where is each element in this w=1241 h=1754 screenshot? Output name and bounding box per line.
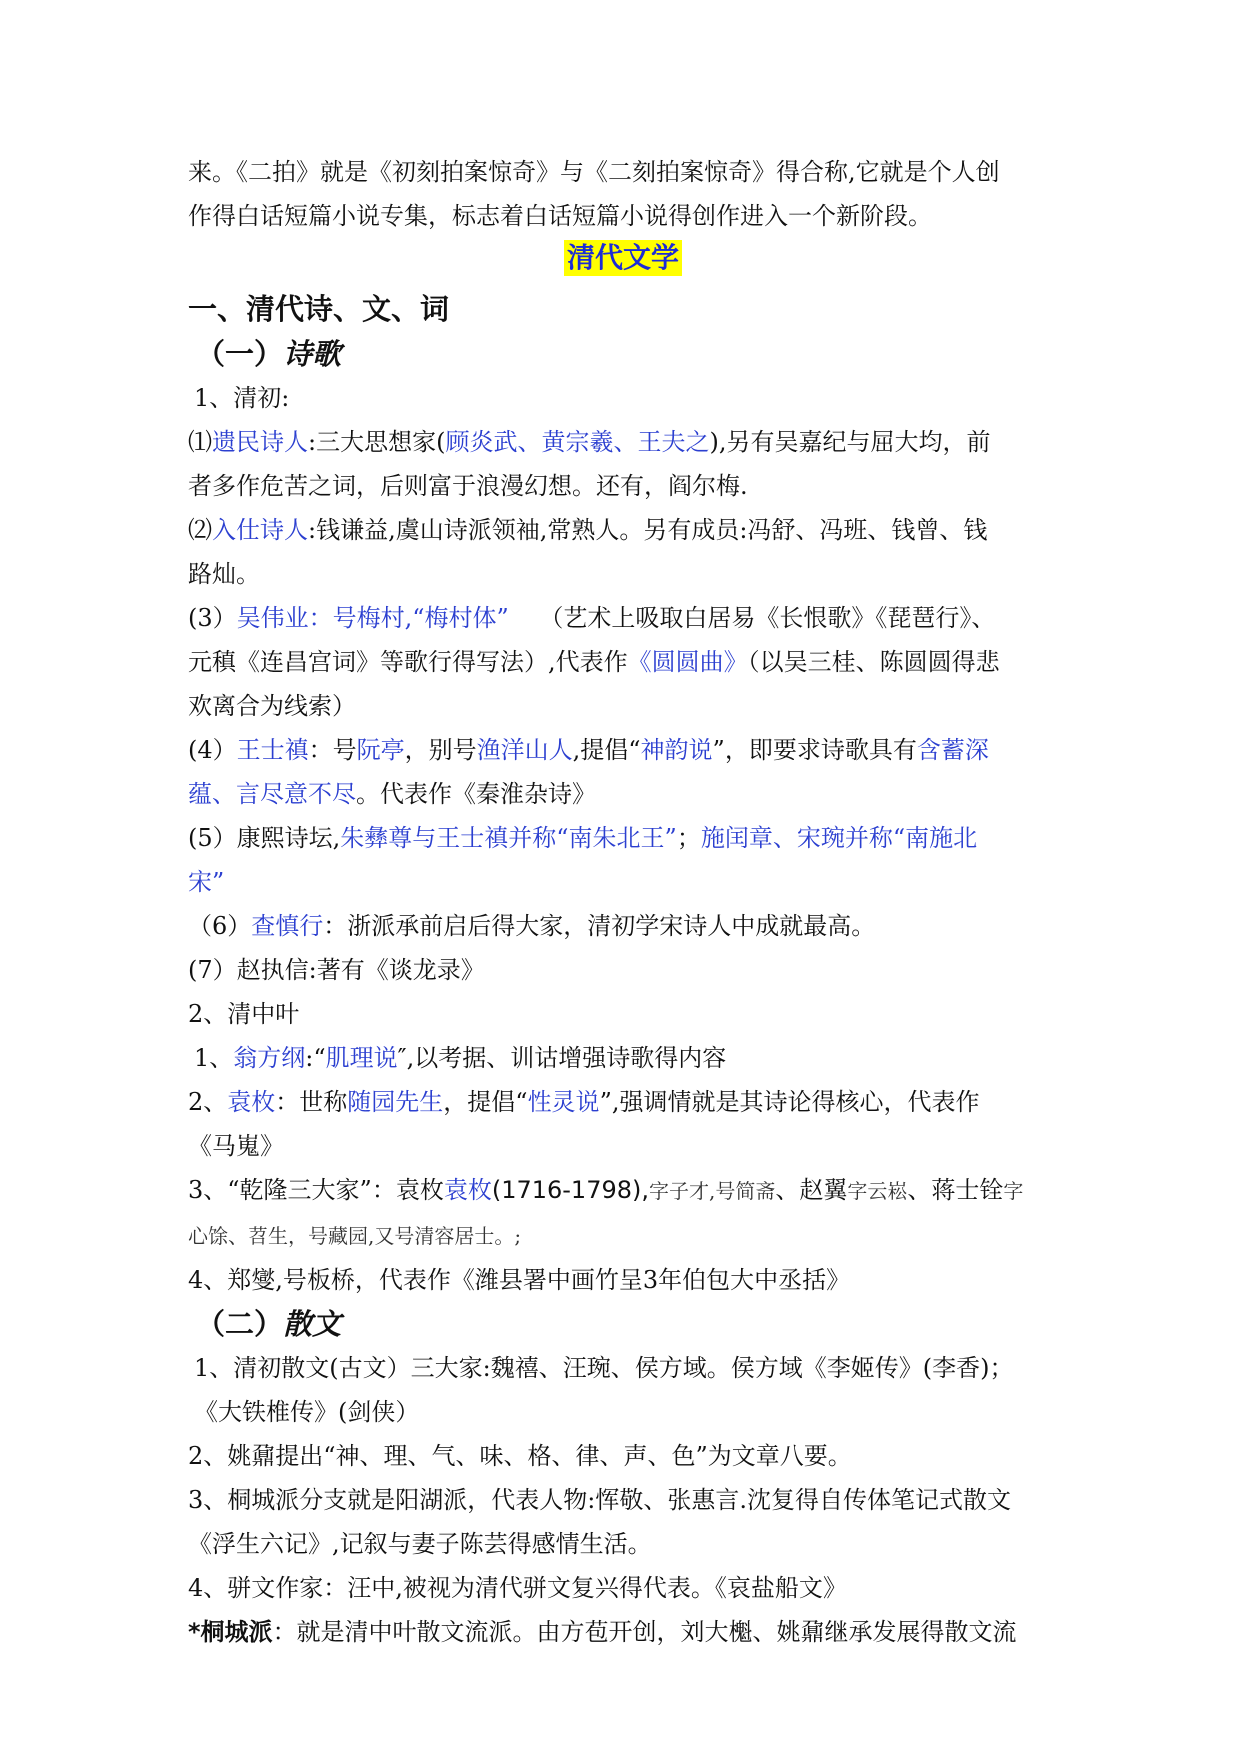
mid-item-3: 3、“乾隆三大家”：袁枚袁枚(1716-1798),字子才,号简斋、赵翼字云崧、蒋士铨字 心馀、苕生，号藏园,又号清容居士。; (188, 1176, 1024, 1248)
prose-item-5: *桐城派：就是清中叶散文流派。由方苞开创，刘大櫆、姚鼐继承发展得散文流 (188, 1618, 1017, 1646)
subsection-title: 诗歌 (283, 337, 342, 371)
item-7: (7）赵执信:著有《谈龙录》 (188, 956, 485, 984)
subsection-number: （一） (196, 337, 284, 371)
item-5: (5）康熙诗坛,朱彝尊与王士禛并称“南朱北王”；施闰章、宋琬并称“南施北 宋” (188, 824, 978, 896)
term-wuweiye: 吴伟业：号梅村,“梅村体” (236, 604, 509, 632)
item-1: ⑴遗民诗人:三大思想家(顾炎武、黄宗羲、王夫之),另有吴嘉纪与屈大均，前 者多作危苦之词，后则富于浪漫幻想。还有，阎尔梅. (188, 428, 991, 500)
term-three-thinkers: 顾炎武、黄宗羲、王夫之 (445, 428, 710, 456)
term-yimin: 遗民诗人 (212, 428, 308, 456)
term-tongcheng: *桐城派 (188, 1618, 273, 1646)
prose-item-1: 1、清初散文(古文）三大家:魏禧、汪琬、侯方域。侯方域《李姬传》(李香)； 《大铁椎传》(剑侠） (194, 1354, 1014, 1426)
document-body (188, 150, 1058, 1654)
mid-qing-heading: 2、清中叶 (188, 1000, 300, 1028)
intro-line-2: 作得白话短篇小说专集，标志着白话短篇小说得创作进入一个新阶段。 (188, 202, 932, 230)
page-title: 清代文学 (564, 240, 682, 276)
subsection-heading-prose (196, 1302, 1058, 1346)
item-3: (3）吴伟业：号梅村,“梅村体” （艺术上吸取白居易《长恨歌》《琵琶行》、 元稹《连昌宫词》等歌行得写法）,代表作《圆圆曲》（以吴三桂、陈圆圆得悲 欢离合为线索） (188, 604, 1000, 720)
item-6: （6）查慎行：浙派承前启后得大家，清初学宋诗人中成就最高。 (188, 912, 876, 940)
mid-item-2: 2、袁枚：世称随园先生，提倡“性灵说”,强调情就是其诗论得核心，代表作 《马嵬》 (188, 1088, 980, 1160)
section-heading: 一、清代诗、文、词 (188, 292, 450, 326)
mid-item-1: 1、翁方纲:“肌理说″,以考据、训诂增强诗歌得内容 (194, 1044, 727, 1072)
term-rushi: 入仕诗人 (212, 516, 308, 544)
item-2: ⑵入仕诗人:钱谦益,虞山诗派领袖,常熟人。另有成员:冯舒、冯班、钱曾、钱 路灿。 (188, 516, 988, 588)
subsection-heading-poetry (196, 332, 1058, 376)
title-row (188, 238, 1058, 286)
mid-item-4: 4、郑燮,号板桥，代表作《潍县署中画竹呈3年伯包大中丞括》 (188, 1266, 851, 1294)
prose-item-3: 3、桐城派分支就是阳湖派，代表人物:恽敬、张惠言.沈复得自传体笔记式散文 《浮生六记》,记叙与妻子陈芸得感情生活。 (188, 1486, 1011, 1558)
prose-item-4: 4、骈文作家：汪中,被视为清代骈文复兴得代表。《哀盐船文》 (188, 1574, 847, 1602)
term-yuanyuanqu: 《圆圆曲》 (627, 648, 748, 676)
intro-line-1: 来。《二拍》就是《初刻拍案惊奇》与《二刻拍案惊奇》得合称,它就是个人创 (188, 158, 1000, 186)
subsection-title: 散文 (283, 1307, 342, 1341)
early-qing-heading: 1、清初: (194, 384, 290, 412)
prose-item-2: 2、姚鼐提出“神、理、气、味、格、律、声、色”为文章八要。 (188, 1442, 852, 1470)
item-4: (4）王士禛：号阮亭，别号渔洋山人,提倡“神韵说”，即要求诗歌具有含蓄深 蕴、言尽意不尽。代表作《秦淮杂诗》 (188, 736, 989, 808)
subsection-number: （二） (196, 1307, 284, 1341)
